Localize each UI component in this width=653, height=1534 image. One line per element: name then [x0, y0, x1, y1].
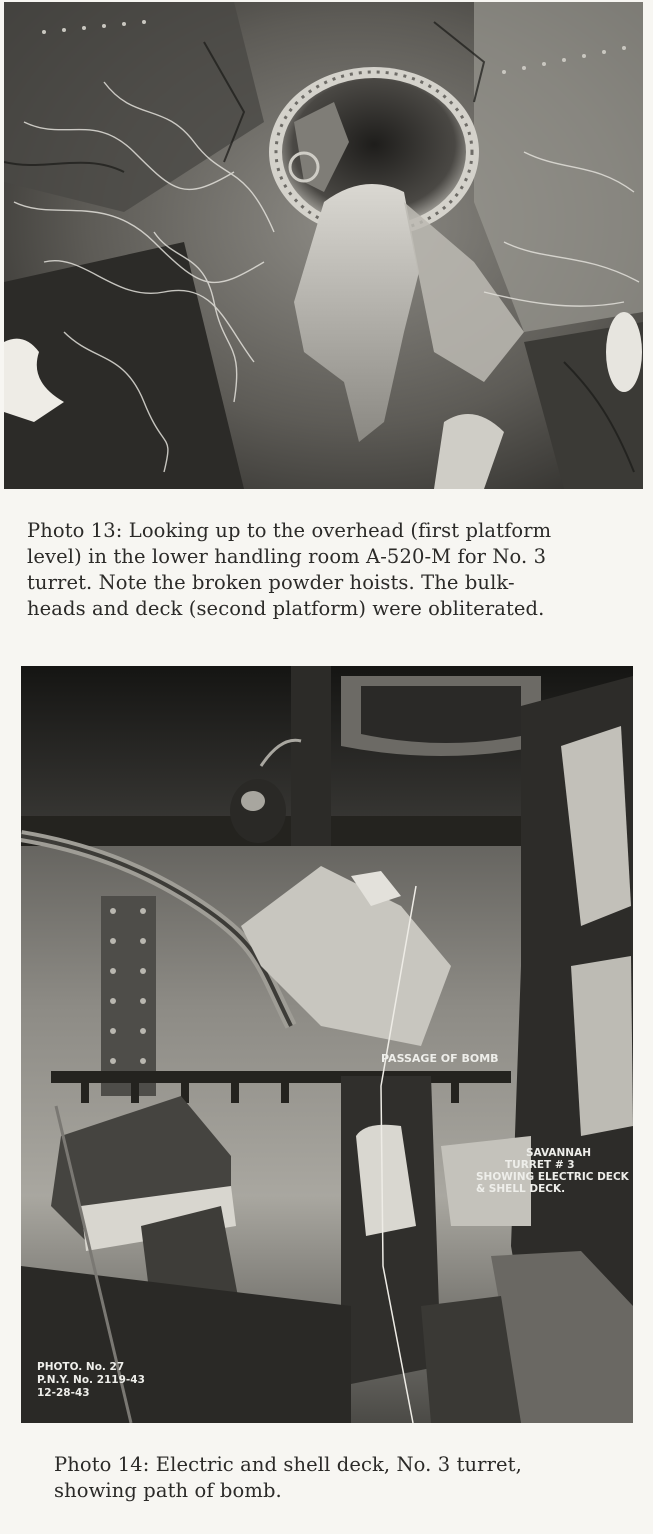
ship-note-line: SHOWING ELECTRIC DECK [476, 1171, 629, 1183]
caption-line: showing path of bomb. [54, 1479, 282, 1502]
caption-line: heads and deck (second platform) were obliterated. [27, 597, 545, 620]
photo-id-line: 12-28-43 [37, 1387, 90, 1399]
caption-line: turret. Note the broken powder hoists. The bulk- [27, 571, 515, 594]
photo-13-graphic [4, 2, 643, 489]
caption-line: level) in the lower handling room A-520-M for No. 3 [27, 545, 547, 568]
photo-14-image [21, 666, 633, 1423]
caption-line: Photo 14: Electric and shell deck, No. 3 turret, [54, 1453, 522, 1476]
ship-note-line: & SHELL DECK. [476, 1183, 566, 1195]
caption-line: Photo 13: Looking up to the overhead (first platform [27, 519, 552, 542]
bomb-path-label: PASSAGE OF BOMB [381, 1052, 499, 1065]
photo-13-caption [27, 518, 637, 622]
photo-id-line: PHOTO. No. 27 [37, 1361, 125, 1373]
ship-note-line: TURRET # 3 [505, 1159, 575, 1171]
photo-14-caption [54, 1452, 644, 1504]
photo-14-graphic [21, 666, 633, 1423]
ship-note-line: SAVANNAH [526, 1147, 592, 1159]
photo-id-line: P.N.Y. No. 2119-43 [37, 1374, 145, 1386]
photo-13-image [4, 2, 643, 489]
